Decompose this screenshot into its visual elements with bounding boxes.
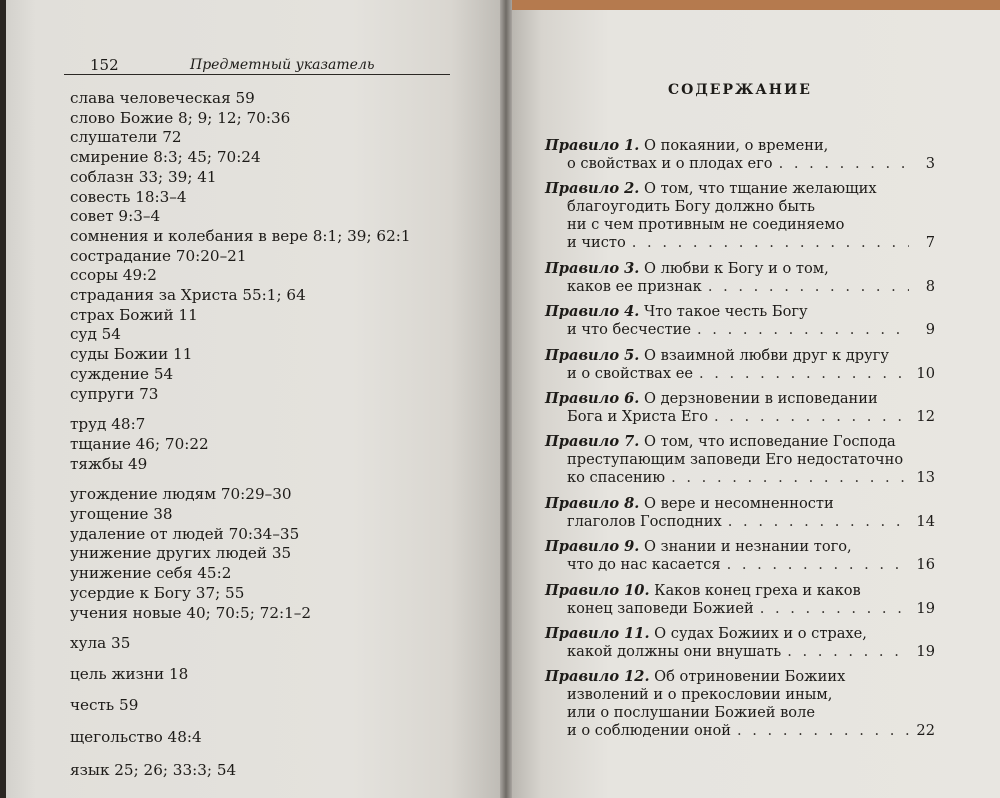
dot-leader (699, 365, 909, 383)
toc-entry[interactable] (545, 303, 935, 339)
toc-rule-label: Правило 3. (545, 259, 640, 277)
toc-entry-line (545, 556, 935, 574)
toc-entry-text: Об отриновении Божиих (654, 668, 846, 686)
index-entry: суд 54 (70, 325, 121, 344)
subject-index-list (70, 89, 450, 781)
index-entry: супруги 73 (70, 384, 159, 403)
toc-entry-line (545, 625, 935, 643)
toc-entry-line (545, 451, 935, 469)
toc-rule-label: Правило 12. (545, 668, 650, 686)
toc-entry[interactable] (545, 625, 935, 661)
toc-page-number: 13 (916, 469, 935, 487)
toc-entry-text: что до нас касается (567, 556, 721, 574)
toc-entry-text: какой должны они внушать (567, 642, 782, 660)
toc-entry-text: преступающим заповеди Его недостаточно (567, 451, 904, 469)
toc-page-number: 8 (925, 277, 935, 295)
toc-entry-line (545, 347, 935, 365)
toc-entry[interactable] (545, 668, 935, 740)
toc-entry-text: ко спасению (567, 469, 666, 487)
toc-entry[interactable] (545, 582, 935, 618)
index-entry: страдания за Христа 55:1; 64 (70, 286, 306, 305)
toc-entry-text: О вере и несомненности (644, 494, 834, 512)
index-entry: труд 48:7 (70, 415, 146, 434)
toc-entry-text: благоугодить Богу должно быть (567, 198, 816, 216)
toc-entry[interactable] (545, 137, 935, 173)
dot-leader (737, 722, 909, 740)
index-entry: удаление от людей 70:34–35 (70, 524, 300, 543)
dot-leader (779, 155, 909, 173)
toc-entry-line (545, 137, 935, 155)
toc-rule-label: Правило 10. (545, 581, 650, 599)
index-entry: сомнения и колебания в вере 8:1; 39; 62:1 (70, 226, 411, 245)
toc-entry-line (545, 155, 935, 173)
dot-leader (714, 408, 909, 426)
toc-entry-line (545, 390, 935, 408)
toc-entry-line (545, 643, 935, 661)
index-entry: язык 25; 26; 33:3; 54 (70, 761, 237, 780)
index-entry: соблазн 33; 39; 41 (70, 167, 217, 186)
toc-rule-label: Правило 7. (545, 433, 640, 451)
index-entry: угождение людям 70:29–30 (70, 485, 292, 504)
toc-entry-line (545, 686, 935, 704)
toc-entry-text: Каков конец греха и каков (654, 581, 861, 599)
index-entry: учения новые 40; 70:5; 72:1–2 (70, 603, 312, 622)
dot-leader (728, 513, 909, 531)
toc-entry-text: О любви к Богу и о том, (644, 259, 829, 277)
index-entry: тяжбы 49 (70, 454, 148, 473)
index-entry: сострадание 70:20–21 (70, 246, 247, 265)
toc-title: СОДЕРЖАНИЕ (668, 82, 812, 98)
page-number: 152 (90, 56, 119, 74)
index-entry: унижение других людей 35 (70, 544, 292, 563)
index-entry: слушатели 72 (70, 128, 182, 147)
toc-entry-text: глаголов Господних (567, 512, 722, 530)
toc-entry-text: О знании и незнании того, (644, 538, 852, 556)
dot-leader (708, 278, 909, 296)
index-entry: унижение себя 45:2 (70, 564, 232, 583)
cover-edge (512, 0, 1000, 10)
toc-entry-text: Что такое честь Богу (644, 303, 808, 321)
toc-entry[interactable] (545, 347, 935, 383)
toc-entry[interactable] (545, 538, 935, 574)
toc-entry[interactable] (545, 390, 935, 426)
toc-entry-line (545, 278, 935, 296)
toc-page-number: 14 (916, 512, 935, 530)
toc-rule-label: Правило 8. (545, 494, 640, 512)
toc-entry-text: О взаимной любви друг к другу (644, 346, 889, 364)
index-entry: страх Божий 11 (70, 305, 198, 324)
dot-leader (632, 234, 909, 252)
dot-leader (671, 469, 909, 487)
dot-leader (787, 643, 909, 661)
toc-entry-line (545, 180, 935, 198)
toc-entry-line (545, 198, 935, 216)
index-entry: слава человеческая 59 (70, 89, 255, 107)
toc-entry-line (545, 469, 935, 487)
toc-entry-line (545, 668, 935, 686)
toc-entry-text: О том, что тщание желающих (644, 180, 877, 198)
toc-entry-text: каков ее признак (567, 277, 702, 295)
index-entry: угощение 38 (70, 505, 173, 524)
toc-entry[interactable] (545, 260, 935, 296)
dot-leader (697, 321, 909, 339)
toc-entry-line (545, 303, 935, 321)
toc-entry-line (545, 433, 935, 451)
running-head (64, 50, 450, 75)
toc-entry-line (545, 722, 935, 740)
toc-entry-text: О дерзновении в исповедании (644, 389, 878, 407)
toc-entry-text: конец заповеди Божией (567, 599, 754, 617)
dot-leader (760, 600, 909, 618)
toc-entry-text: или о послушании Божией воле (567, 704, 815, 722)
index-entry: совесть 18:3–4 (70, 187, 187, 206)
toc-entry[interactable] (545, 495, 935, 531)
toc-entry-text: и о свойствах ее (567, 364, 693, 382)
toc-entry-text: о свойствах и о плодах его (567, 155, 773, 172)
toc-page-number: 10 (916, 364, 935, 382)
toc-entry-text: О том, что исповедание Господа (644, 433, 896, 451)
toc-page-number: 9 (925, 321, 935, 339)
index-entry: суды Божии 11 (70, 345, 193, 364)
toc-entry-text: изволений и о прекословии иным, (567, 686, 833, 704)
dot-leader (727, 556, 909, 574)
index-entry: тщание 46; 70:22 (70, 434, 209, 453)
index-entry: щегольство 48:4 (70, 728, 202, 747)
index-entry: цель жизни 18 (70, 664, 189, 683)
toc-rule-label: Правило 9. (545, 538, 640, 556)
index-entry: совет 9:3–4 (70, 207, 161, 226)
index-entry: ссоры 49:2 (70, 266, 157, 285)
toc-entry-line (545, 582, 935, 600)
index-entry: смирение 8:3; 45; 70:24 (70, 148, 261, 167)
toc-rule-label: Правило 5. (545, 346, 640, 364)
toc-entry[interactable] (545, 433, 935, 487)
toc-entry-line (545, 365, 935, 383)
index-entry: честь 59 (70, 695, 139, 714)
toc-entry-line (545, 408, 935, 426)
toc-page-number: 7 (925, 234, 935, 252)
toc-entry-line (545, 704, 935, 722)
index-entry: усердие к Богу 37; 55 (70, 583, 245, 602)
toc-page-number: 3 (925, 155, 935, 172)
toc-rule-label: Правило 1. (545, 137, 640, 154)
toc-entry[interactable] (545, 180, 935, 252)
toc-entry-text: и что бесчестие (567, 321, 692, 339)
toc-entry-line (545, 600, 935, 618)
toc-entry-text: и чисто (567, 234, 626, 252)
toc-entry-text: ни с чем противным не соединяемо (567, 216, 845, 234)
toc-page-number: 22 (916, 722, 935, 740)
book-gutter (500, 0, 512, 798)
toc-rule-label: Правило 11. (545, 624, 650, 642)
toc-entry-line (545, 495, 935, 513)
toc-page-number: 12 (916, 407, 935, 425)
toc-rule-label: Правило 2. (545, 180, 640, 198)
running-title: Предметный указатель (190, 57, 375, 73)
table-of-contents (545, 137, 935, 748)
toc-rule-label: Правило 6. (545, 389, 640, 407)
toc-entry-line (545, 260, 935, 278)
toc-entry-line (545, 513, 935, 531)
toc-entry-line (545, 321, 935, 339)
toc-entry-line (545, 216, 935, 234)
index-entry: суждение 54 (70, 364, 174, 383)
toc-entry-line (545, 538, 935, 556)
toc-entry-text: Бога и Христа Его (567, 407, 708, 425)
toc-page-number: 19 (916, 599, 935, 617)
index-entry: слово Божие 8; 9; 12; 70:36 (70, 108, 291, 127)
toc-entry-text: О покаянии, о времени, (644, 137, 829, 154)
toc-entry-text: и о соблюдении оной (567, 722, 731, 740)
toc-entry-text: О судах Божиих и о страхе, (654, 624, 867, 642)
toc-entry-line (545, 234, 935, 252)
index-entry: хула 35 (70, 634, 131, 653)
toc-page-number: 16 (916, 556, 935, 574)
toc-rule-label: Правило 4. (545, 303, 640, 321)
toc-page-number: 19 (916, 642, 935, 660)
